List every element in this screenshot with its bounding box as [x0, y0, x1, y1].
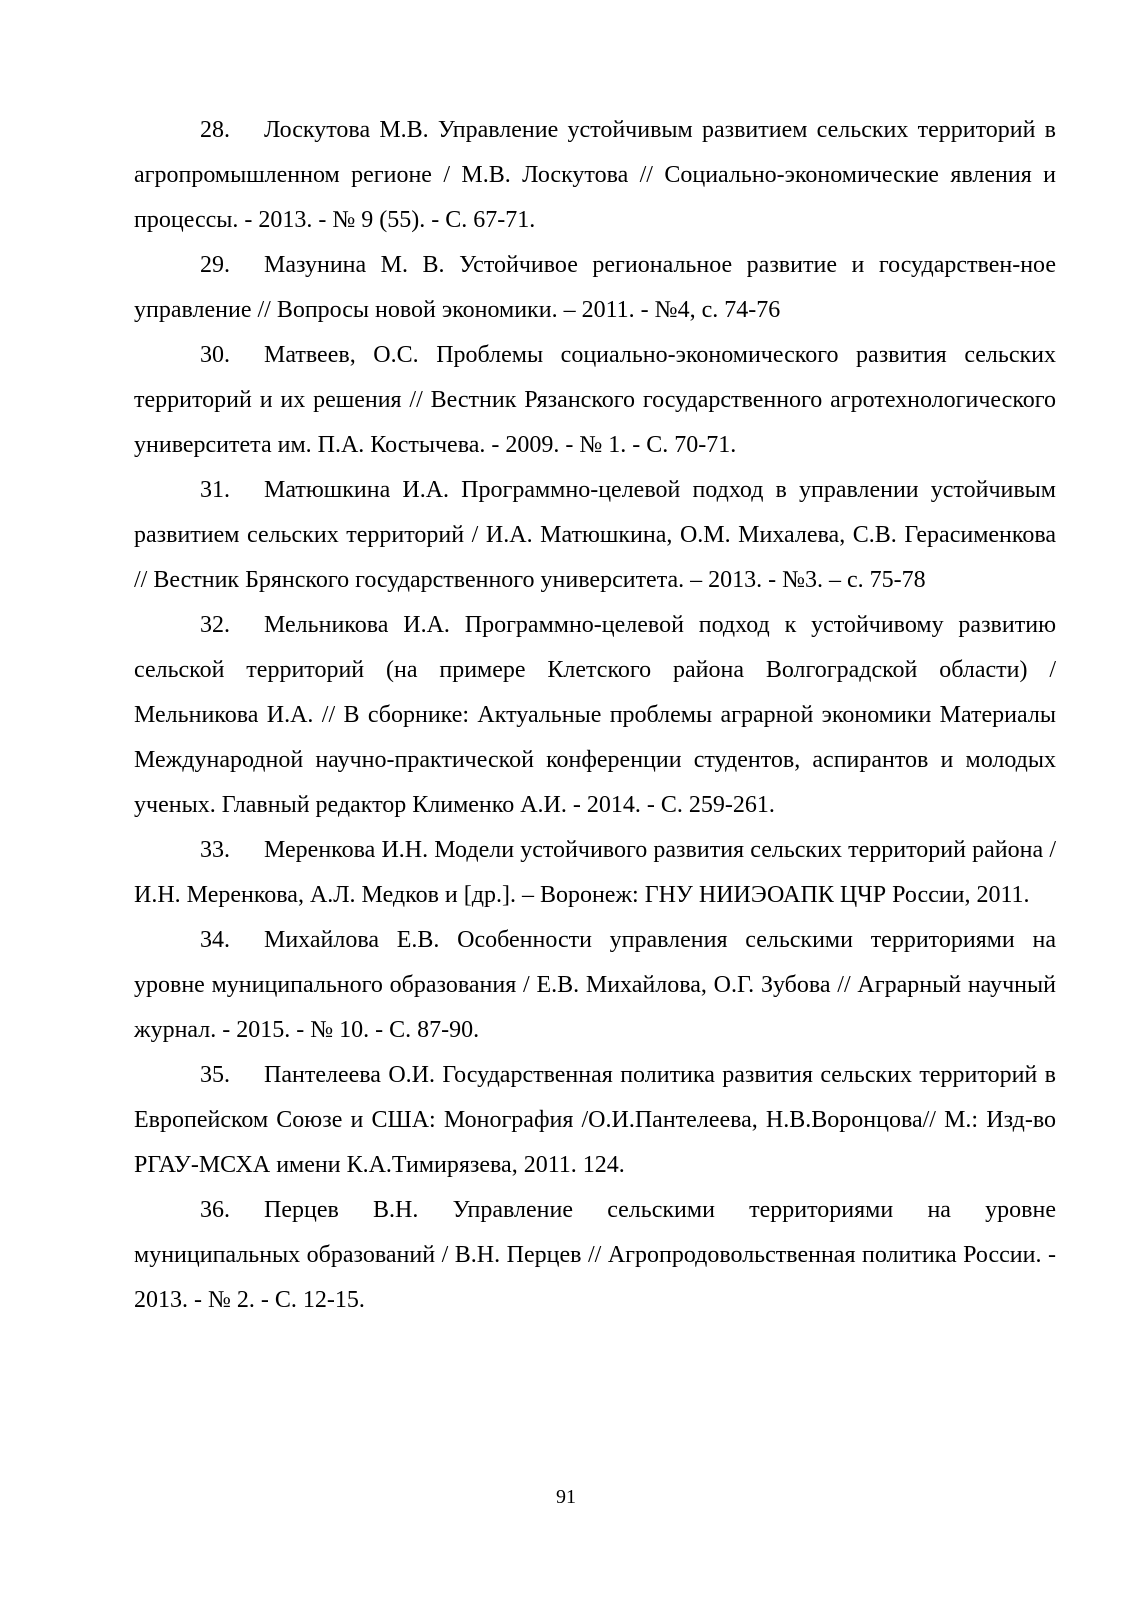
reference-item-36 [134, 1188, 1056, 1323]
reference-item-31 [134, 468, 1056, 603]
reference-text: Матвеев, О.С. Проблемы социально-экономического развития сельских территорий и их решения // Вестник Рязанского государственного агротехнологического университета им. П.А. Костычева. - 2009. - № 1. - С. 70-71. [134, 342, 1056, 458]
reference-text: Матюшкина И.А. Программно-целевой подход в управлении устойчивым развитием сельских территорий / И.А. Матюшкина, О.М. Михалева, С.В. Герасименкова // Вестник Брянского государственного университета. – 2013. - №3. – с. 75-78 [134, 477, 1056, 593]
reference-item-30 [134, 333, 1056, 468]
reference-number: 33. [200, 837, 230, 863]
page-number: 91 [556, 1486, 576, 1508]
reference-item-33 [134, 828, 1056, 918]
reference-number: 28. [200, 117, 230, 143]
reference-list [134, 108, 1056, 1323]
reference-number: 31. [200, 477, 230, 503]
reference-item-28 [134, 108, 1056, 243]
reference-item-32 [134, 603, 1056, 828]
reference-text: Мельникова И.А. Программно-целевой подход к устойчивому развитию сельской территорий (на примере Клетского района Волгоградской области) / Мельникова И.А. // В сборнике: Актуальные проблемы аграрной экономики Материалы Международной научно-практической конференции студентов, аспирантов и молодых ученых. Главный редактор Клименко А.И. - 2014. - С. 259-261. [134, 612, 1056, 818]
reference-text: Лоскутова М.В. Управление устойчивым развитием сельских территорий в агропромышленном регионе / М.В. Лоскутова // Социально-экономические явления и процессы. - 2013. - № 9 (55). - С. 67-71. [134, 117, 1056, 233]
reference-number: 29. [200, 252, 230, 278]
reference-text: Перцев В.Н. Управление сельскими территориями на уровне муниципальных образований / В.Н. Перцев // Агропродовольственная политика России. - 2013. - № 2. - С. 12-15. [134, 1197, 1056, 1313]
reference-text: Пантелеева О.И. Государственная политика развития сельских территорий в Европейском Союзе и США: Монография /О.И.Пантелеева, Н.В.Воронцова// М.: Изд-во РГАУ-МСХА имени К.А.Тимирязева, 2011. 124. [134, 1062, 1056, 1178]
reference-number: 32. [200, 612, 230, 638]
reference-number: 30. [200, 342, 230, 368]
reference-text: Меренкова И.Н. Модели устойчивого развития сельских территорий района / И.Н. Меренкова, А.Л. Медков и [др.]. – Воронеж: ГНУ НИИЭОАПК ЦЧР России, 2011. [134, 837, 1056, 908]
reference-item-34 [134, 918, 1056, 1053]
reference-number: 35. [200, 1062, 230, 1088]
reference-item-35 [134, 1053, 1056, 1188]
reference-text: Михайлова Е.В. Особенности управления сельскими территориями на уровне муниципального образования / Е.В. Михайлова, О.Г. Зубова // Аграрный научный журнал. - 2015. - № 10. - С. 87-90. [134, 927, 1056, 1043]
reference-number: 34. [200, 927, 230, 953]
reference-text: Мазунина М. В. Устойчивое региональное развитие и государствен-ное управление // Вопросы новой экономики. – 2011. - №4, с. 74-76 [134, 252, 1056, 323]
reference-number: 36. [200, 1197, 230, 1223]
reference-item-29 [134, 243, 1056, 333]
